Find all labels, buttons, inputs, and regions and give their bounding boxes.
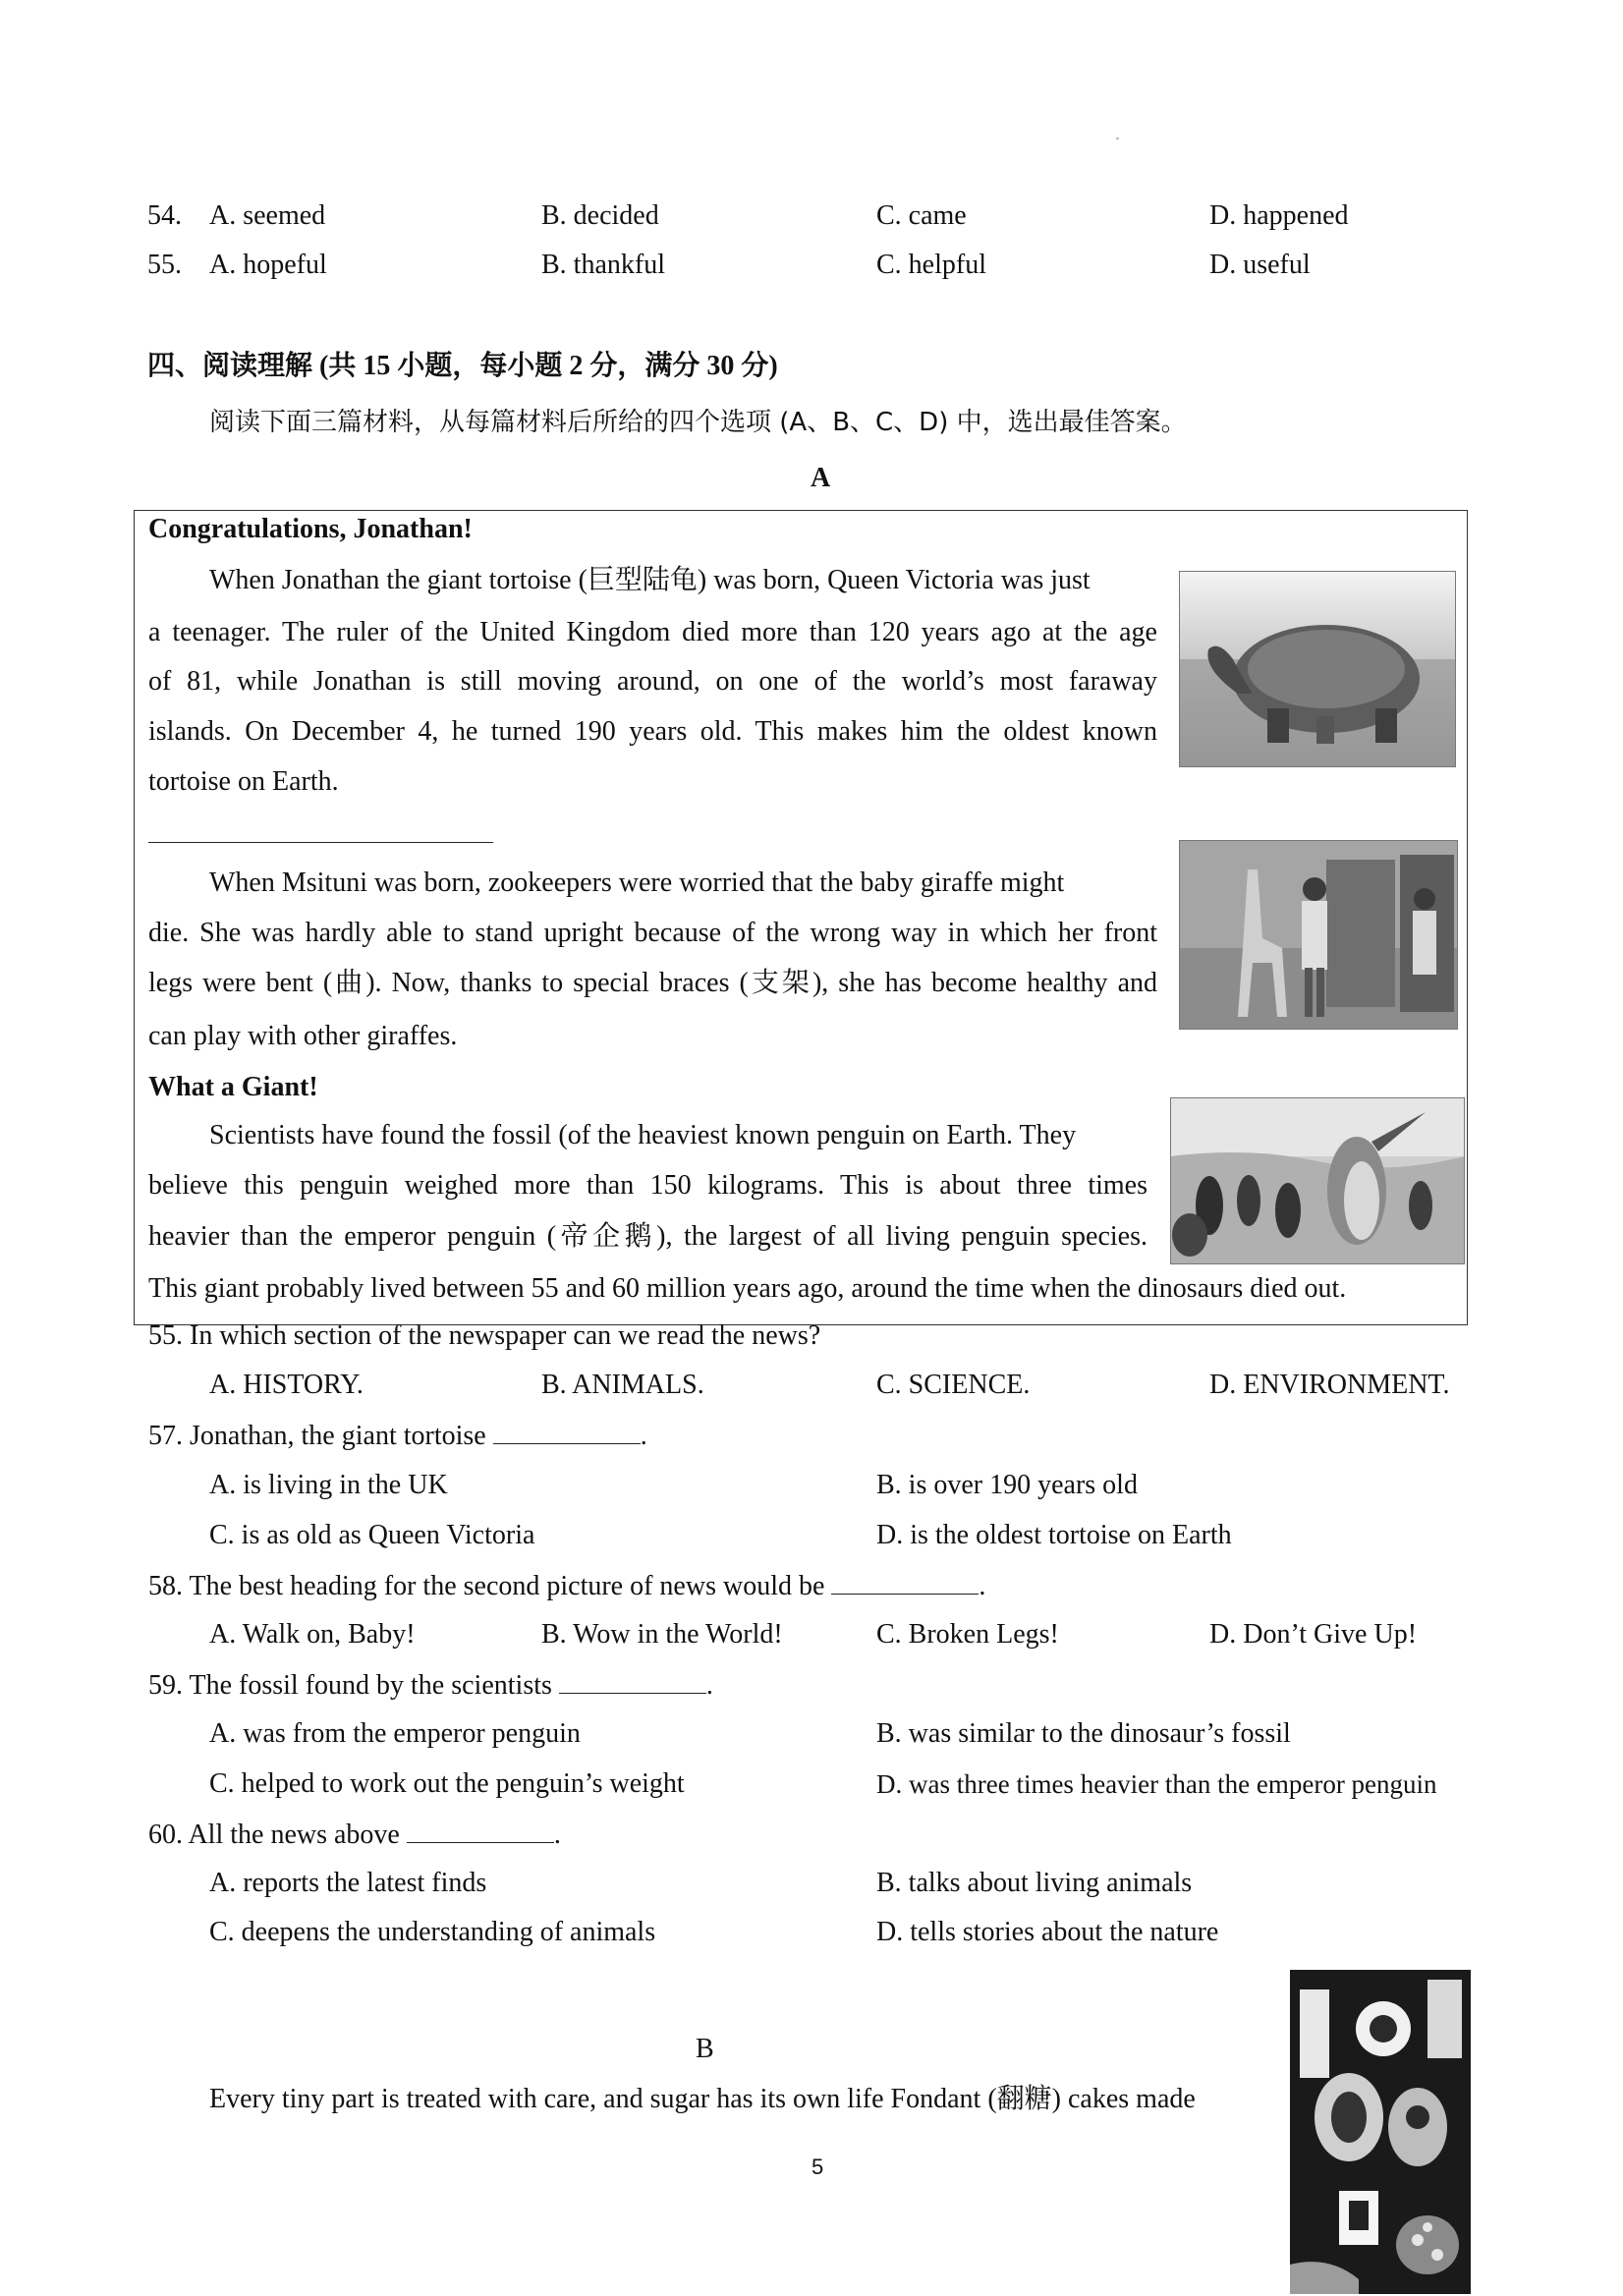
q56-option-d: D. ENVIRONMENT. [1209, 1370, 1450, 1400]
option-a: A. hopeful [209, 250, 327, 280]
news1-line: tortoise on Earth. [148, 766, 339, 797]
q60-option-a: A. reports the latest finds [209, 1868, 487, 1898]
answer-blank [407, 1817, 554, 1843]
q59-option-d: D. was three times heavier than the emperor penguin [876, 1769, 1437, 1799]
option-number: 55. [147, 250, 182, 280]
q58-option-d: D. Don’t Give Up! [1209, 1619, 1418, 1650]
q60-stem-text: 60. All the news above [148, 1820, 400, 1850]
option-number: 54. [147, 200, 182, 231]
news2-line: When Msituni was born, zookeepers were worried that the baby giraffe might [209, 868, 1065, 898]
q58-option-a: A. Walk on, Baby! [209, 1619, 416, 1650]
penguin-photo [1170, 1097, 1465, 1264]
option-d: D. useful [1209, 250, 1311, 280]
news3-line: Scientists have found the fossil (of the heaviest known penguin on Earth. They [209, 1120, 1077, 1150]
news3-heading: What a Giant! [148, 1072, 318, 1102]
q57-option-c: C. is as old as Queen Victoria [209, 1520, 535, 1550]
question-60-stem [148, 1817, 561, 1852]
q57-option-d: D. is the oldest tortoise on Earth [876, 1520, 1232, 1550]
q56-option-a: A. HISTORY. [209, 1370, 364, 1400]
option-b: B. thankful [541, 250, 665, 280]
q59-stem-text: 59. The fossil found by the scientists [148, 1670, 552, 1701]
q57-option-a: A. is living in the UK [209, 1470, 448, 1500]
q60-stem-tail: . [553, 1820, 561, 1850]
passage-a-label: A [811, 463, 831, 493]
tortoise-photo [1179, 571, 1456, 767]
news1-line: of 81, while Jonathan is still moving around, on one of the world’s most faraway [148, 666, 1157, 697]
news1-heading: Congratulations, Jonathan! [148, 514, 473, 544]
q59-option-a: A. was from the emperor penguin [209, 1718, 581, 1749]
q59-option-b: B. was similar to the dinosaur’s fossil [876, 1718, 1291, 1749]
q58-option-c: C. Broken Legs! [876, 1619, 1059, 1650]
q56-option-c: C. SCIENCE. [876, 1370, 1031, 1400]
question-56-stem: 55. In which section of the newspaper can we read the news? [148, 1320, 821, 1351]
option-d: D. happened [1209, 200, 1349, 231]
section-heading-detail: (共 15 小题，每小题 2 分，满分 30 分) [319, 351, 778, 381]
q56-option-b: B. ANIMALS. [541, 1370, 704, 1400]
passage-b-label: B [696, 2034, 714, 2064]
q60-option-c: C. deepens the understanding of animals [209, 1917, 656, 1947]
passage-b-first-line: Every tiny part is treated with care, and sugar has its own life Fondant (翻糖) cakes made [209, 2084, 1196, 2114]
news2-line: legs were bent (曲). Now, thanks to special braces (支架), she has become healthy and [148, 968, 1157, 998]
news1-line: islands. On December 4, he turned 190 years old. This makes him the oldest known [148, 716, 1157, 747]
question-58-stem [148, 1568, 985, 1603]
section-instruction: 阅读下面三篇材料，从每篇材料后所给的四个选项 (A、B、C、D) 中，选出最佳答案。 [209, 408, 1187, 437]
option-c: C. came [876, 200, 967, 231]
section-heading [147, 349, 778, 383]
news1-line: When Jonathan the giant tortoise (巨型陆龟) was born, Queen Victoria was just [209, 565, 1091, 595]
news3-line: This giant probably lived between 55 and 60 million years ago, around the time when the dinosaurs died out. [148, 1273, 1347, 1304]
q57-stem-tail: . [640, 1421, 647, 1451]
answer-blank [493, 1418, 641, 1444]
fondant-cake-photo [1290, 1970, 1471, 2294]
option-c: C. helpful [876, 250, 986, 280]
q57-stem-text: 57. Jonathan, the giant tortoise [148, 1421, 486, 1451]
q59-option-c: C. helped to work out the penguin’s weight [209, 1768, 685, 1799]
heading-blank-line [148, 841, 493, 843]
q58-stem-tail: . [979, 1571, 986, 1601]
answer-blank [559, 1667, 706, 1694]
question-59-stem [148, 1667, 713, 1703]
q58-option-b: B. Wow in the World! [541, 1619, 783, 1650]
news1-line: a teenager. The ruler of the United Kingdom died more than 120 years ago at the age [148, 617, 1157, 647]
news3-line: heavier than the emperor penguin (帝企鹅), the largest of all living penguin species. [148, 1221, 1147, 1252]
q60-option-d: D. tells stories about the nature [876, 1917, 1219, 1947]
page-number: 5 [812, 2155, 824, 2179]
news2-line: die. She was hardly able to stand upright because of the wrong way in which her front [148, 918, 1157, 948]
q59-stem-tail: . [705, 1670, 713, 1701]
stray-mark [1116, 138, 1119, 140]
news2-line: can play with other giraffes. [148, 1021, 458, 1051]
q58-stem-text: 58. The best heading for the second picture of news would be [148, 1571, 825, 1601]
section-heading-cn: 四、阅读理解 [147, 349, 313, 381]
q57-option-b: B. is over 190 years old [876, 1470, 1138, 1500]
question-57-stem [148, 1418, 647, 1453]
giraffe-photo [1179, 840, 1458, 1030]
answer-blank [831, 1568, 979, 1595]
news3-line: believe this penguin weighed more than 150 kilograms. This is about three times [148, 1170, 1147, 1201]
option-b: B. decided [541, 200, 659, 231]
option-a: A. seemed [209, 200, 326, 231]
q60-option-b: B. talks about living animals [876, 1868, 1193, 1898]
